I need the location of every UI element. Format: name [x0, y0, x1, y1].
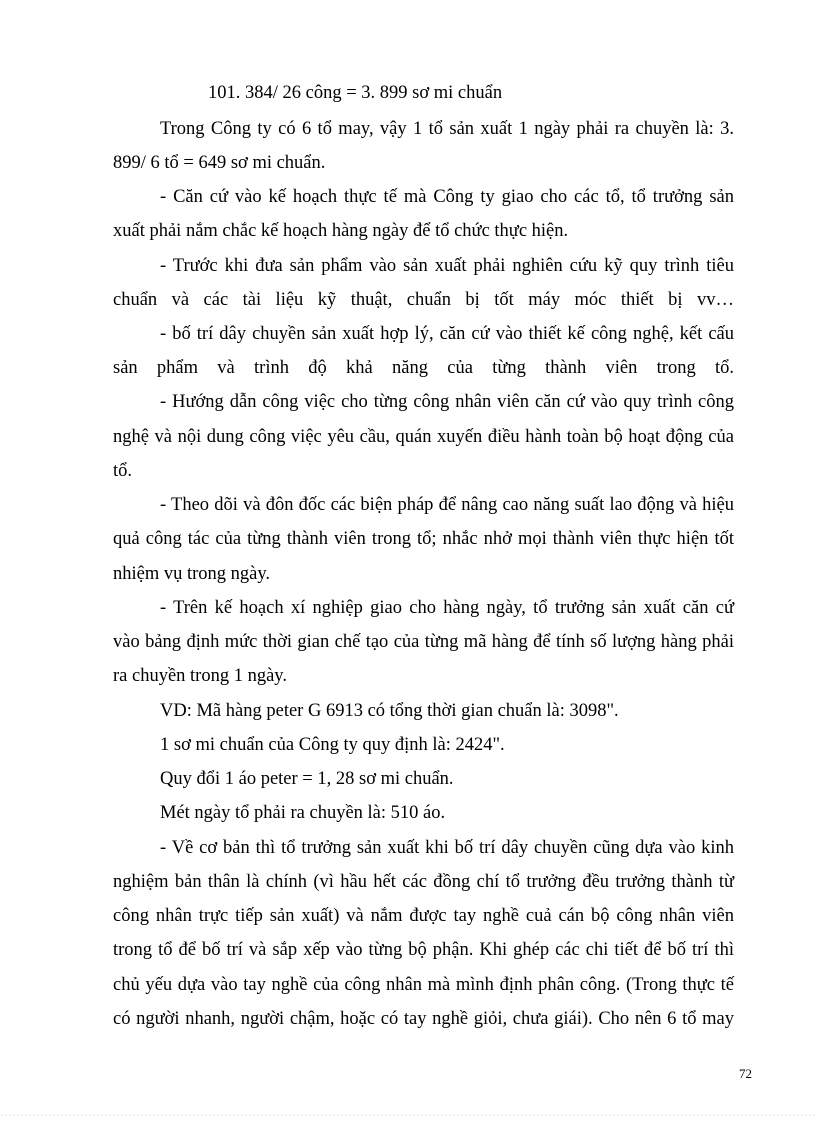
text-line: - Căn cứ vào kế hoạch thực tế mà Công ty giao cho các tổ, tổ trưởng sản [160, 187, 734, 207]
text-line: VD: Mã hàng peter G 6913 có tổng thời gian chuẩn là: 3098". [160, 701, 619, 721]
text-line: 899/ 6 tổ = 649 sơ mi chuẩn. [113, 153, 326, 173]
text-line: nhiệm vụ trong ngày. [113, 564, 271, 584]
text-line: quả công tác của từng thành viên trong tổ; nhắc nhở mọi thành viên thực hiện tốt [113, 529, 734, 549]
text-line: Trong Công ty có 6 tổ may, vậy 1 tổ sản xuất 1 ngày phải ra chuyền là: 3. [160, 119, 734, 139]
page-number: 72 [739, 1066, 752, 1081]
text-line: tổ. [113, 461, 133, 481]
text-line: chủ yếu dựa vào tay nghề của công nhân mà mình định phân công. (Trong thực tế [113, 975, 734, 995]
text-line: 101. 384/ 26 công = 3. 899 sơ mi chuẩn [208, 83, 503, 103]
text-line: - Trên kế hoạch xí nghiệp giao cho hàng ngày, tổ trưởng sản xuất căn cứ [160, 598, 734, 618]
text-line: Quy đổi 1 áo peter = 1, 28 sơ mi chuẩn. [160, 769, 454, 789]
text-line: trong tổ để bố trí và sắp xếp vào từng bộ phận. Khi ghép các chi tiết để bố trí thì [113, 940, 734, 960]
text-line: - Về cơ bản thì tổ trưởng sản xuất khi bố trí dây chuyền cũng dựa vào kinh [160, 838, 734, 858]
text-line: 1 sơ mi chuẩn của Công ty quy định là: 2424". [160, 735, 505, 755]
text-line: - bố trí dây chuyền sản xuất hợp lý, căn cứ vào thiết kế công nghệ, kết cấu [160, 324, 734, 344]
text-line: Mét ngày tổ phải ra chuyền là: 510 áo. [160, 803, 446, 823]
text-line: nghiệm bản thân là chính (vì hầu hết các đồng chí tổ trưởng đều trưởng thành từ [113, 872, 734, 892]
text-line: sản phẩm và trình độ khả năng của từng thành viên trong tổ. [113, 358, 734, 378]
text-line: - Hướng dẫn công việc cho từng công nhân viên căn cứ vào quy trình công [160, 392, 734, 412]
text-line: - Trước khi đưa sản phẩm vào sản xuất phải nghiên cứu kỹ quy trình tiêu [160, 256, 734, 276]
text-line: vào bảng định mức thời gian chế tạo của từng mã hàng để tính số lượng hàng phải [113, 632, 734, 652]
text-line: công nhân trực tiếp sản xuất) và nắm được tay nghề cuả cán bộ công nhân viên [113, 906, 734, 926]
text-line: xuất phải nắm chắc kế hoạch hàng ngày để tổ chức thực hiện. [113, 221, 569, 241]
text-line: có người nhanh, người chậm, hoặc có tay nghề giỏi, chưa giái). Cho nên 6 tổ may [113, 1009, 734, 1029]
text-line: ra chuyền trong 1 ngày. [113, 666, 287, 686]
text-line: chuẩn và các tài liệu kỹ thuật, chuẩn bị tốt máy móc thiết bị vv… [113, 290, 734, 310]
page-bottom-border [0, 1114, 816, 1116]
text-line: nghệ và nội dung công việc yêu cầu, quán xuyến điều hành toàn bộ hoạt động của [113, 427, 734, 447]
text-line: - Theo dõi và đôn đốc các biện pháp để nâng cao năng suất lao động và hiệu [160, 495, 734, 515]
